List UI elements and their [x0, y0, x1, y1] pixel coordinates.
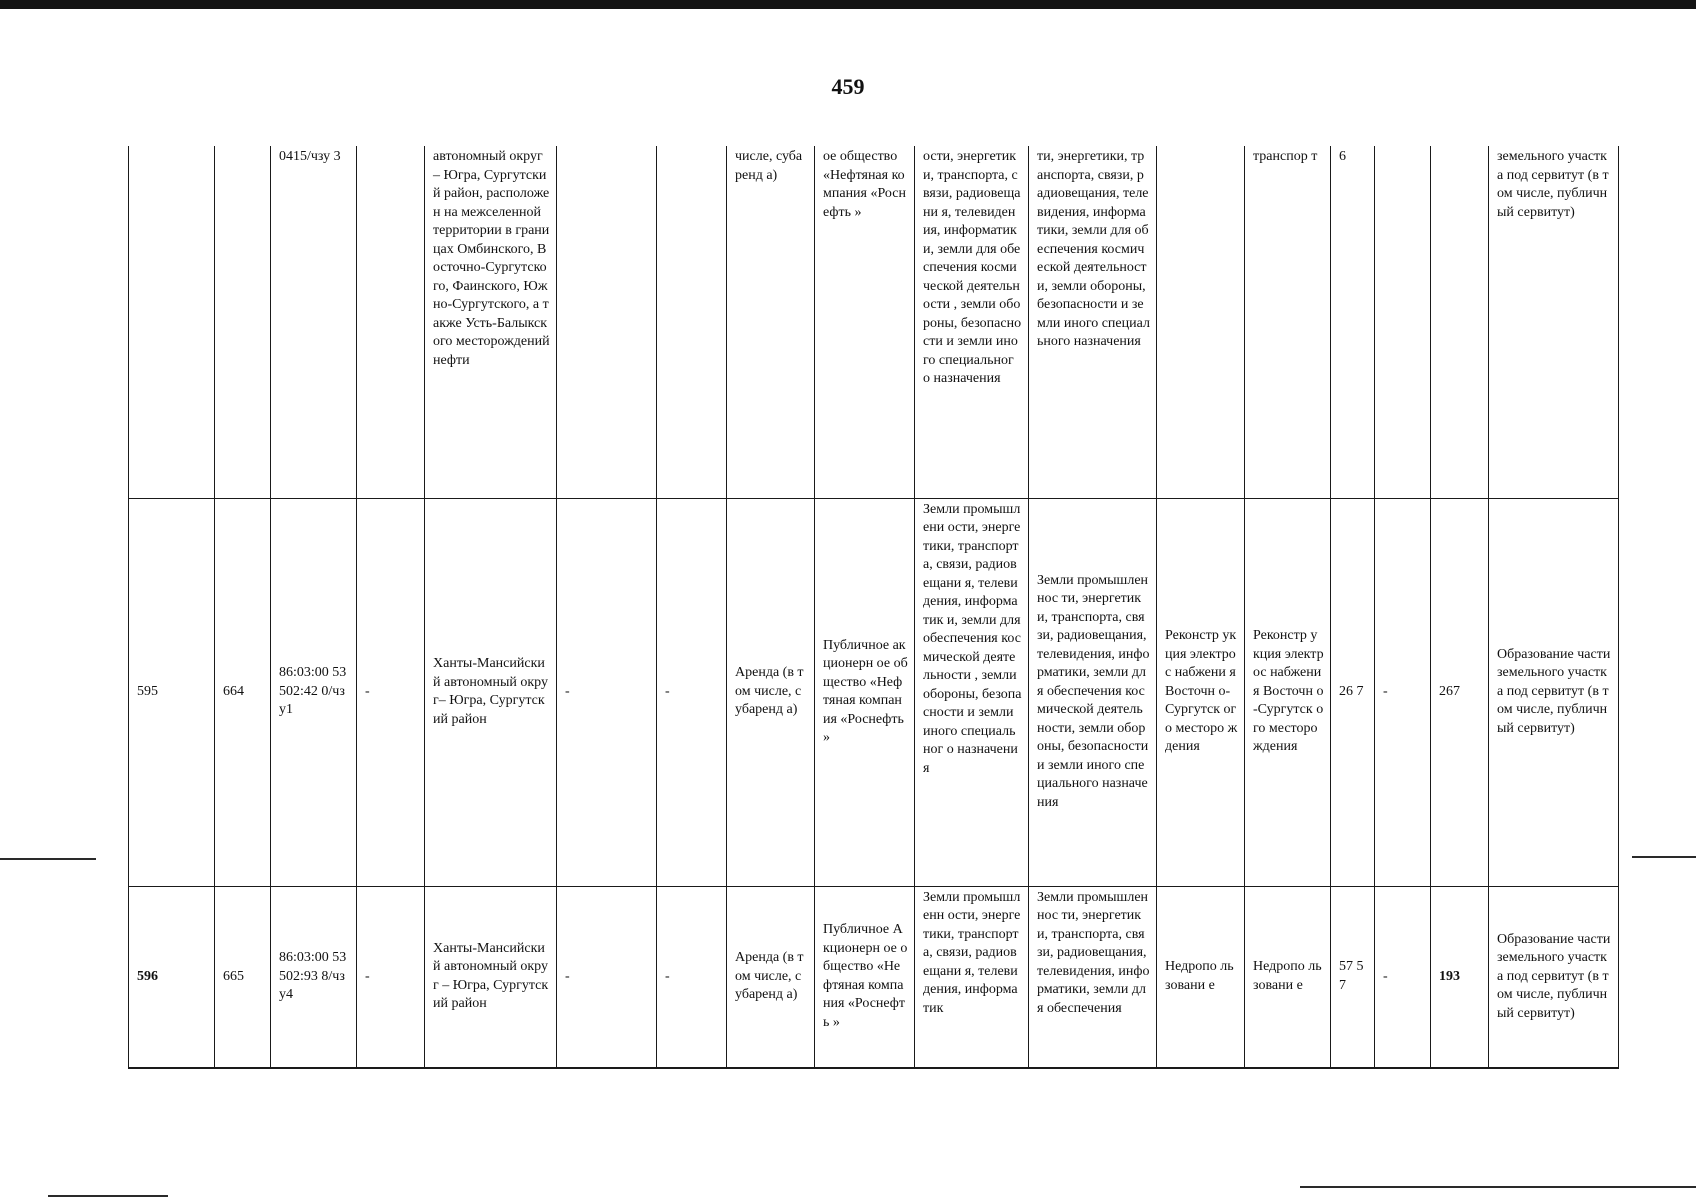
land-plots-table: [128, 146, 1619, 1069]
cell-item-number: [215, 146, 271, 498]
cell-cadastral-number: 86:03:00 53502:42 0/чзу1: [271, 498, 357, 886]
cell-right-type: Аренда (в том числе, субаренд а): [727, 498, 815, 886]
table-row: [129, 886, 1619, 1068]
cell-permitted-use: [1157, 146, 1245, 498]
cell-permitted-use: Реконстр укция электрос набжени я Восточн о-Сургутск ого месторо ждения: [1157, 498, 1245, 886]
cell-permitted-use-2: Недропо льзовани е: [1245, 886, 1331, 1068]
cell-land-category-2: Земли промышленнос ти, энергетики, транспорта, связи, радиовещания, телевидения, информатики, земли для обеспечения: [1029, 886, 1157, 1068]
cell-c15: -: [1375, 886, 1431, 1068]
cell-rightholder: Публичное акционерн ое общество «Нефтяная компания «Роснефть »: [815, 498, 915, 886]
cell-c15: [1375, 146, 1431, 498]
scan-line-bottom-left: [48, 1195, 168, 1197]
cell-c4: -: [357, 498, 425, 886]
cell-action: Образование части земельного участка под сервитут (в том числе, публичный сервитут): [1489, 498, 1619, 886]
cell-area: 57 57: [1331, 886, 1375, 1068]
table-row: [129, 498, 1619, 886]
cell-area-2: [1431, 146, 1489, 498]
cell-c6: [557, 146, 657, 498]
cell-land-category: Земли промышленн ости, энергетики, транспорта, связи, радиовещани я, телевидения, информатик: [915, 886, 1029, 1068]
cell-rightholder: Публичное Акционерн ое общество «Нефтяная компания «Роснефть »: [815, 886, 915, 1068]
cell-land-category: ости, энергетики, транспорта, связи, радиовещани я, телевидения, информатик и, земли для обеспечения космической деятельности , земли обороны, безопасности и земли иного специальног о назначения: [915, 146, 1029, 498]
cell-location: Ханты-Мансийский автономный округ– Югра, Сургутский район: [425, 498, 557, 886]
cell-c4: -: [357, 886, 425, 1068]
cell-right-type: числе, субаренд а): [727, 146, 815, 498]
cell-location: Ханты-Мансийский автономный округ – Югра, Сургутский район: [425, 886, 557, 1068]
cell-permitted-use-2: Реконстр укция электрос набжени я Восточн о-Сургутск ого месторо ждения: [1245, 498, 1331, 886]
cell-right-type: Аренда (в том числе, субаренд а): [727, 886, 815, 1068]
cell-rightholder: ое общество «Нефтяная компания «Роснефть »: [815, 146, 915, 498]
cell-land-category-2: Земли промышленнос ти, энергетики, транспорта, связи, радиовещания, телевидения, информатики, земли для обеспечения космической деятельности, земли обороны, безопасности и земли иного специального назначения: [1029, 498, 1157, 886]
cell-c7: [657, 146, 727, 498]
cell-permitted-use-2: транспор т: [1245, 146, 1331, 498]
cell-c15: -: [1375, 498, 1431, 886]
margin-mark-left: [0, 858, 96, 860]
cell-c7: -: [657, 886, 727, 1068]
cell-location: автономный округ – Югра, Сургутский район, расположен на межселенной территории в границах Омбинского, Восточно-Сургутского, Фаинского, Южно-Сургутского, а также Усть-Балыкского месторождений нефти: [425, 146, 557, 498]
cell-cadastral-number: 86:03:00 53502:93 8/чзу4: [271, 886, 357, 1068]
margin-mark-right: [1632, 856, 1696, 858]
cell-action: земельного участка под сервитут (в том числе, публичный сервитут): [1489, 146, 1619, 498]
cell-item-number: 664: [215, 498, 271, 886]
table-row: [129, 146, 1619, 498]
cell-permitted-use: Недропо льзовани е: [1157, 886, 1245, 1068]
cell-c4: [357, 146, 425, 498]
cell-cadastral-number: 0415/чзу 3: [271, 146, 357, 498]
scan-line-bottom-right: [1300, 1186, 1696, 1188]
cell-land-category-2: ти, энергетики, транспорта, связи, радиовещания, телевидения, информатики, земли для обеспечения космической деятельности, земли обороны, безопасности и земли иного специального назначения: [1029, 146, 1157, 498]
cell-land-category: Земли промышлени ости, энергетики, транспорта, связи, радиовещани я, телевидения, информатик и, земли для обеспечения космической деятельности , земли обороны, безопасности и земли иного специальног о назначения: [915, 498, 1029, 886]
cell-action: Образование части земельного участка под сервитут (в том числе, публичный сервитут): [1489, 886, 1619, 1068]
cell-area: 26 7: [1331, 498, 1375, 886]
cell-area-2: 267: [1431, 498, 1489, 886]
cell-row-number: 596: [129, 886, 215, 1068]
page-top-border: [0, 0, 1696, 9]
cell-c6: -: [557, 886, 657, 1068]
cell-area-2: 193: [1431, 886, 1489, 1068]
cell-row-number: [129, 146, 215, 498]
cell-row-number: 595: [129, 498, 215, 886]
cell-area: 6: [1331, 146, 1375, 498]
cell-item-number: 665: [215, 886, 271, 1068]
cell-c6: -: [557, 498, 657, 886]
cell-c7: -: [657, 498, 727, 886]
page-number: 459: [831, 74, 865, 99]
